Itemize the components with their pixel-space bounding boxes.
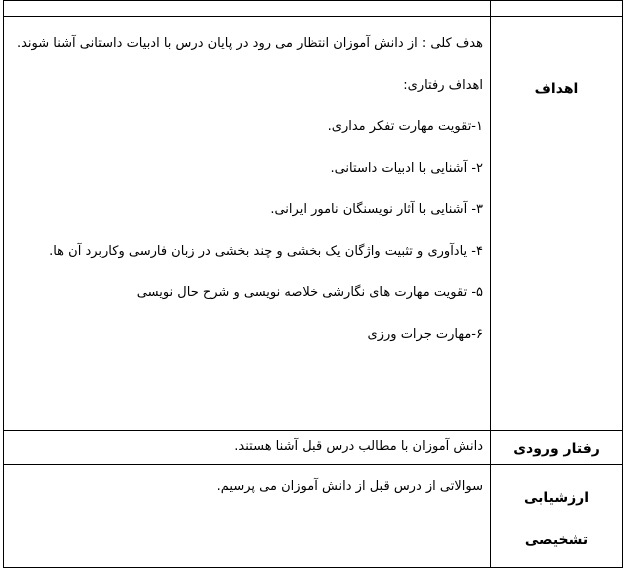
general-goal-text: هدف کلی : از دانش آموزان انتظار می رود در پایان درس با ادبیات داستانی آشنا شوند. [16, 36, 483, 51]
goals-content-cell [4, 17, 491, 431]
table-cell [491, 1, 623, 17]
goals-text [10, 17, 483, 355]
entry-behavior-row [4, 431, 623, 465]
diagnostic-evaluation-content-cell [4, 465, 491, 568]
goal-item-5: ۵- تقویت مهارت های نگارشی خلاصه نویسی و شرح حال نویسی [136, 285, 483, 300]
entry-behavior-label: رفتار ورودی [513, 441, 600, 457]
goals-label: اهداف [534, 81, 579, 97]
goals-label-cell [491, 17, 623, 431]
goal-item-2: ۲- آشنایی با ادبیات داستانی. [330, 160, 483, 176]
diagnostic-evaluation-text: سوالاتی از درس قبل از دانش آموزان می پرسیم. [216, 479, 483, 494]
behavioral-goals-heading: اهداف رفتاری: [403, 77, 483, 93]
goal-item-3: ۳- آشنایی با آثار نویسنگان نامور ایرانی. [270, 202, 483, 217]
entry-behavior-text: دانش آموزان با مطالب درس قبل آشنا هستند. [234, 439, 483, 454]
goal-item-1: ۱-تقویت مهارت تفکر مداری. [327, 119, 483, 134]
diagnostic-evaluation-label-line2: تشخیصی [524, 532, 589, 548]
diagnostic-evaluation-label [491, 465, 622, 561]
lesson-plan-table [3, 0, 623, 568]
diagnostic-evaluation-label-cell [491, 465, 623, 568]
diagnostic-evaluation-row [4, 465, 623, 568]
entry-behavior-content-cell [4, 431, 491, 465]
table-cell [4, 1, 491, 17]
diagnostic-evaluation-label-line1: ارزشیابی [523, 490, 590, 506]
entry-behavior-label-cell [491, 431, 623, 465]
goal-item-6: ۶-مهارت جرات ورزی [367, 326, 483, 342]
goal-item-4: ۴- یادآوری و تثبیت واژگان یک بخشی و چند بخشی در زبان فارسی وکاربرد آن ها. [49, 243, 483, 259]
table-row [4, 1, 623, 17]
goals-row [4, 17, 623, 431]
